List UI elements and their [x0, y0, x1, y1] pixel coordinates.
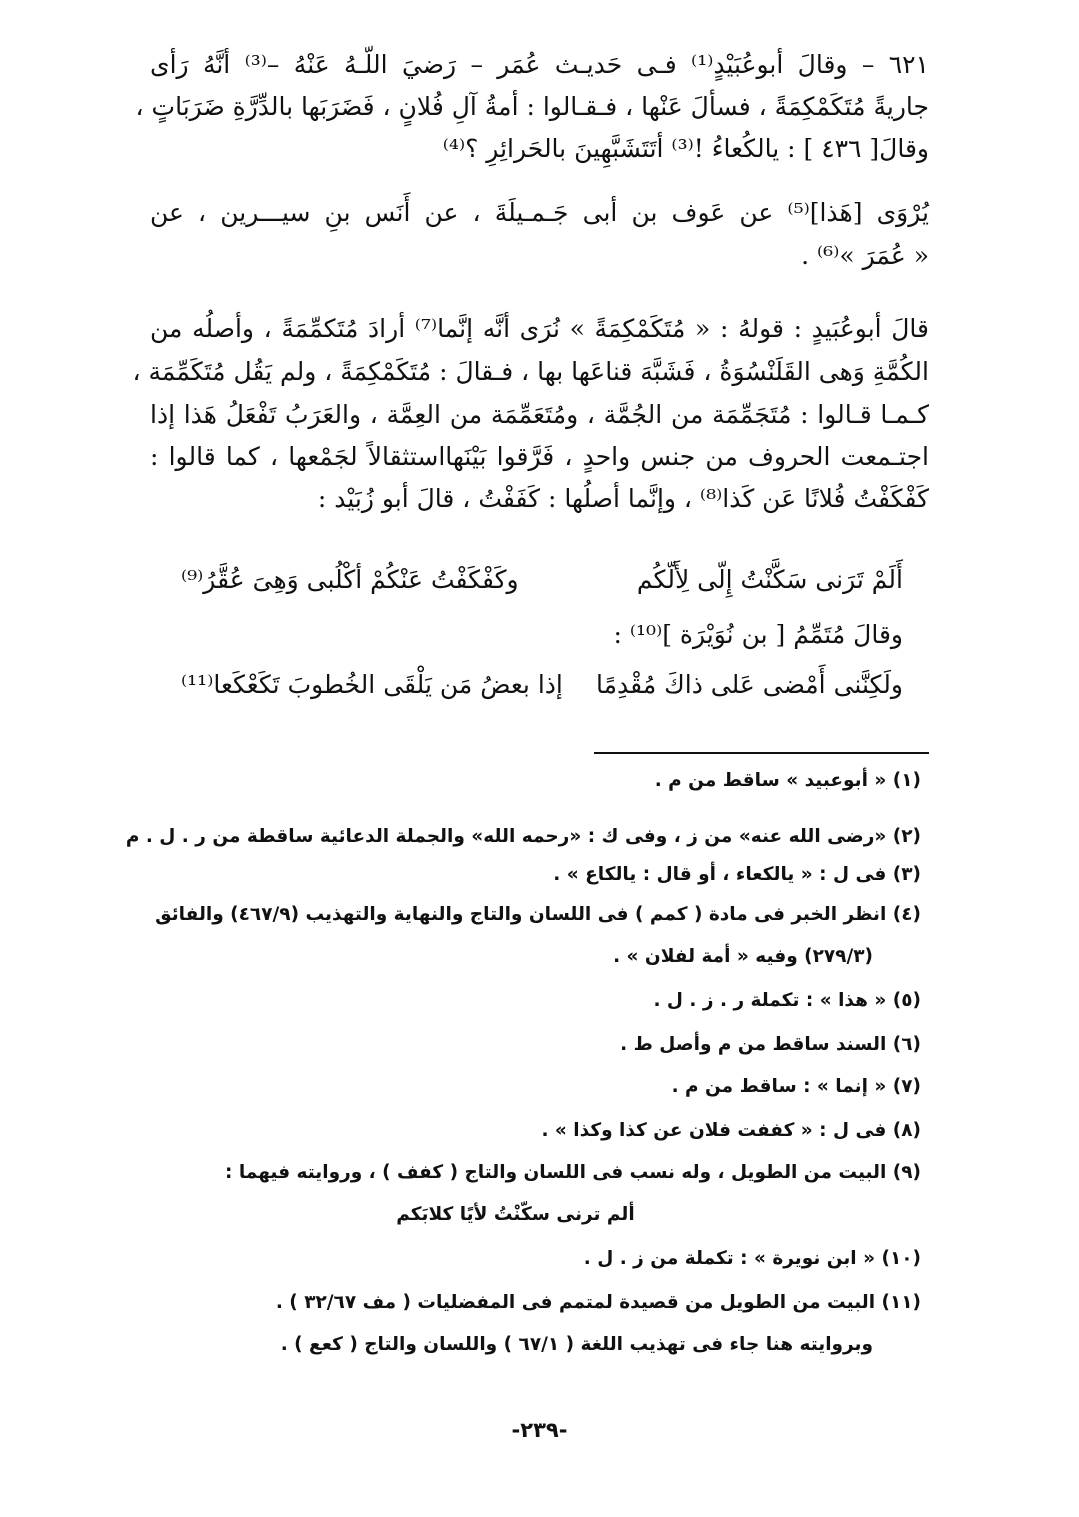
text-line: وقالَ[ ٤٣٦ ] : يالكُعاءُ !⁽³⁾ أتَتَشَبَّهِينَ بالحَرائِرِ ؟⁽⁴⁾	[442, 134, 929, 163]
footnote: (٥) « هذا » : تكملة ر . ز . ل .	[653, 990, 921, 1011]
verse-1-first-hemistich: أَلَمْ تَرَنى سَكَّنْتُ إِلّى لِأَلّكُم	[636, 565, 903, 594]
footnote: (٣) فى ل : « يالكعاء ، أو قال : يالكاع » .	[553, 864, 921, 885]
footnote: (١٠) « ابن نويرة » : تكملة من ز . ل .	[583, 1248, 921, 1269]
footnote: (٦) السند ساقط من م وأصل ط .	[620, 1034, 921, 1055]
footnote: (١) « أبوعبيد » ساقط من م .	[654, 770, 921, 791]
verse-intro: وقالَ مُتَمِّمُ [ بن نُوَيْرَة ]⁽¹⁰⁾ :	[613, 620, 903, 649]
footnote: (٢) «رضى الله عنه» من ز ، وفى ك : «رحمه الله» والجملة الدعائية ساقطة من ر . ل . م	[125, 826, 921, 847]
footnote: (٤) انظر الخبر فى مادة ( كمم ) فى اللسان والتاج والنهاية والتهذيب (٤٦٧/٩) والفائق	[155, 904, 921, 925]
text-line: الكُمَّةِ وَهى القَلَنْسُوَةُ ، فَشَبَّهَ قناعَها بها ، فـقالَ : مُتَكَمْكِمَةً ، ولم يَقُل مُتَكَمِّمَة ،	[132, 357, 929, 386]
footnote-verse-quote: ألم ترنى سكّنْتُ لأيًا كلابَكم	[396, 1204, 635, 1225]
footnote: (٩) البيت من الطويل ، وله نسب فى اللسان والتاج ( كفف ) ، وروايته فيهما :	[225, 1162, 921, 1183]
text-line: كـمـا قـالوا : مُتَجَمِّمَة من الجُمَّة ، ومُتَعَمِّمَة من العِمَّة ، والعَرَبُ تَفْعَلُ هَذا إذا	[150, 400, 929, 429]
text-line: قالَ أبوعُبَيدٍ : قولهُ : « مُتَكَمْكِمَةً » نُرَى أنَّه إنَّما⁽⁷⁾ أرادَ مُتَكمِّمَةً ، وأصلُه من	[150, 314, 929, 343]
text-line: اجتـمعت الحروف من جنس واحدٍ ، فَرَّقوا بَيْنَهااستثقالاً لجَمْعها ، كما قالوا :	[150, 442, 929, 471]
footnote: (٨) فى ل : « كففت فلان عن كذا وكذا » .	[541, 1120, 921, 1141]
page-number: -٢٣٩-	[511, 1418, 568, 1442]
text-line: ٦٢١ – وقالَ أبوعُبَيْدٍ⁽¹⁾ فـى حَديـث عُمَر – رَضيَ اللّـهُ عَنْهُ –⁽³⁾ أنَّهُ رَأى	[150, 50, 929, 79]
text-line: يُرْوَى [هَذا]⁽⁵⁾ عن عَوف بن أبى جَـمـيلَةَ ، عن أَنَس بنِ سيـــرين ، عن	[150, 198, 929, 227]
footnote-continuation: وبروايته هنا جاء فى تهذيب اللغة ( ٦٧/١ ) واللسان والتاج ( كعع ) .	[280, 1334, 873, 1355]
footnote: (٧) « إنما » : ساقط من م .	[671, 1076, 921, 1097]
text-line: كَفْكَفْتُ فُلانًا عَن كَذا⁽⁸⁾ ، وإنَّما أصلُها : كَفَفْتُ ، قالَ أبو زُبَيْد :	[317, 484, 929, 513]
verse-2-first-hemistich: ولَكِنَّنى أَمْضى عَلى ذاكَ مُقْدِمًا	[596, 670, 903, 699]
text-line: جاريةً مُتَكَمْكِمَةً ، فسألَ عَنْها ، فـقـالوا : أمةُ آلِ فُلانٍ ، فَضَرَبَها بالدِّرَّةِ ضَرَبَاتٍ ،	[135, 92, 929, 121]
verse-2-second-hemistich: إذا بعضُ مَن يَلْقَى الخُطوبَ تَكَعْكَعا⁽¹¹⁾	[181, 670, 563, 699]
text-line: « عُمَرَ »⁽⁶⁾ .	[801, 241, 929, 270]
footnote-continuation: (٢٧٩/٣) وفيه « أمة لفلان » .	[613, 946, 873, 967]
verse-1-second-hemistich: وكَفْكَفْتُ عَنْكُمْ أكْلُبى وَهِىَ عُقَّرُ⁽⁹⁾	[181, 565, 519, 594]
footnote: (١١) البيت من الطويل من قصيدة لمتمم فى المفضليات ( مف ٣٢/٦٧ ) .	[275, 1292, 921, 1313]
footnote-divider	[594, 752, 929, 754]
